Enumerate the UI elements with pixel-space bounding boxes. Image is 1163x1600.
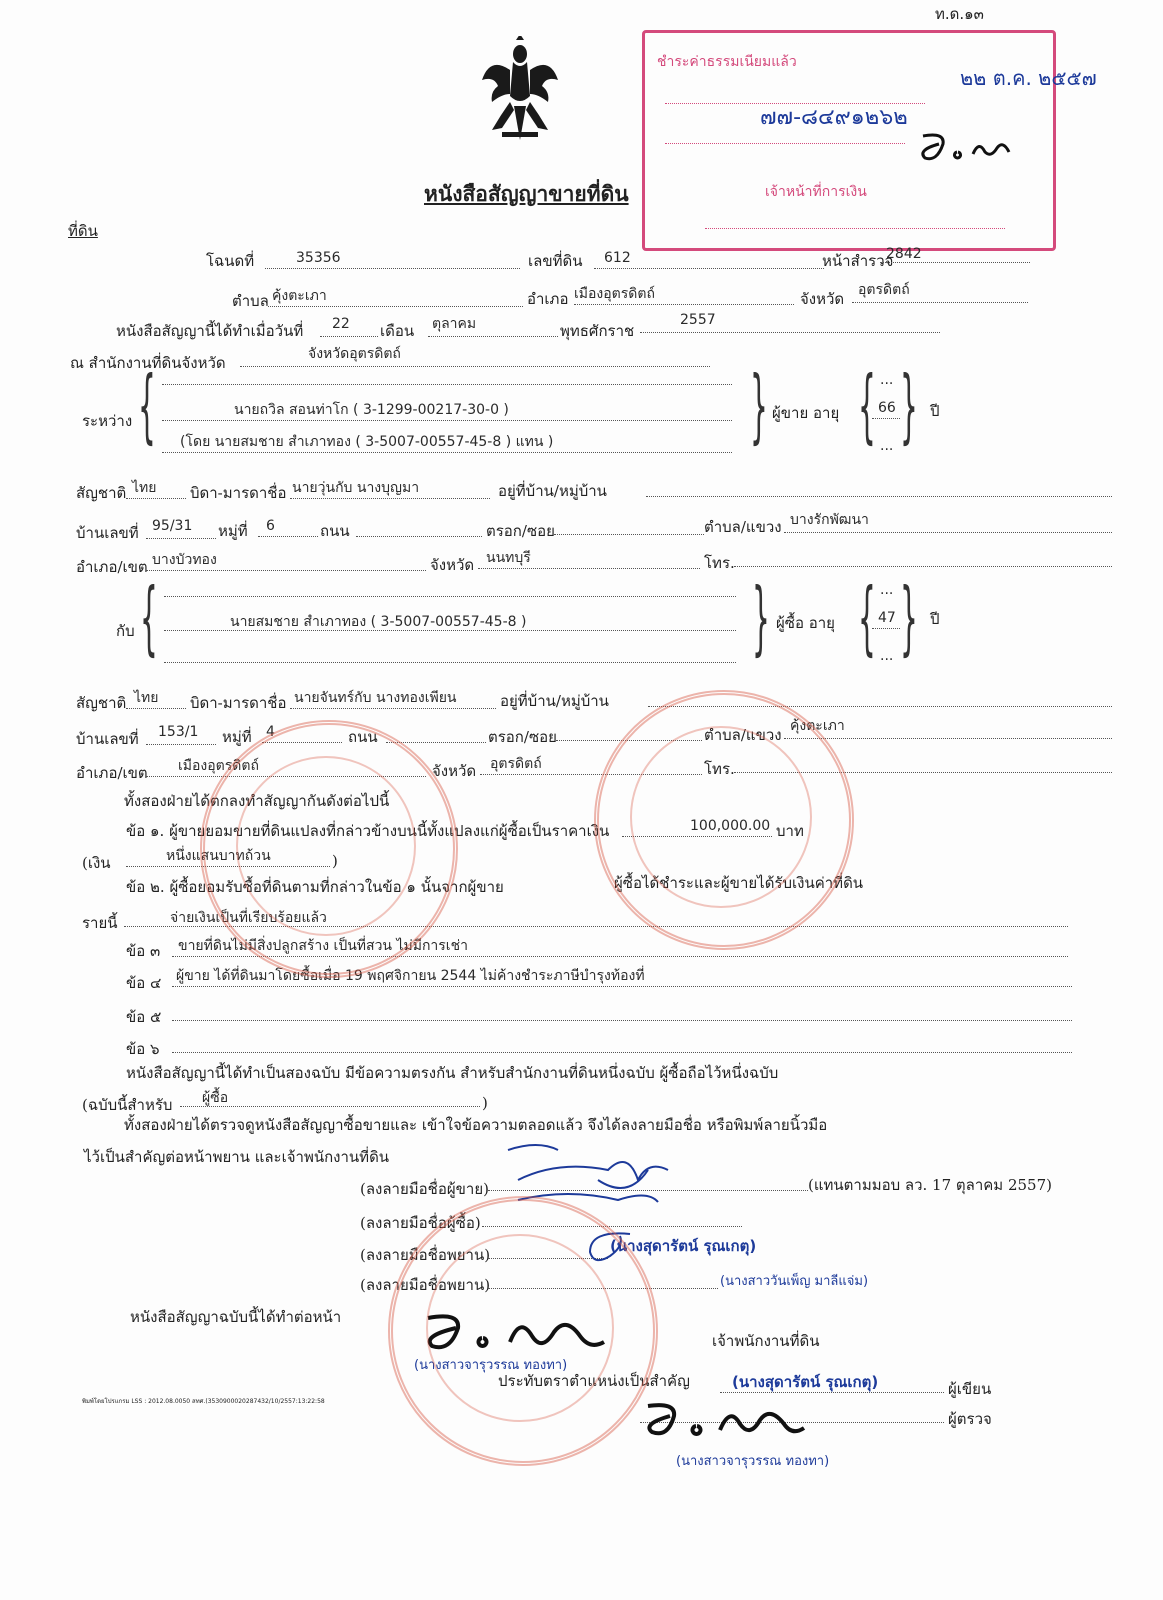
label-be: พุทธศักราช <box>560 322 635 340</box>
witness-1-name: (นางสุดารัตน์ รุณเกตุ) <box>610 1237 757 1255</box>
seller-age-top: ... <box>880 372 894 388</box>
label-month: เดือน <box>380 322 415 340</box>
label-baht: บาท <box>776 822 804 840</box>
label-tambon-kwaeng: ตำบล/แขวง <box>704 518 782 536</box>
tambon: คุ้งตะเภา <box>272 288 327 304</box>
label-chanote: โฉนดที่ <box>206 252 255 270</box>
label-year-2: ปี <box>930 610 940 628</box>
clause-2a: ข้อ ๒. ผู้ซื้อยอมรับซื้อที่ดินตามที่กล่าวในข้อ ๑ นั้นจากผู้ขาย <box>126 878 504 896</box>
office: จังหวัดอุตรดิตถ์ <box>308 346 401 362</box>
dots <box>126 498 186 499</box>
dots <box>872 418 900 419</box>
province: อุตรดิตถ์ <box>858 282 910 298</box>
buyer-age: 47 <box>878 610 896 626</box>
dots <box>172 1020 1072 1021</box>
label-amphoe-khet-2: อำเภอ/เขต <box>76 764 148 782</box>
label-clause-6: ข้อ ๖ <box>126 1040 160 1058</box>
before-officer: หนังสือสัญญาฉบับนี้ได้ทำต่อหน้า <box>130 1308 342 1326</box>
label-buyer-age: ผู้ซื้อ อายุ <box>776 614 835 632</box>
buyer-age-bottom: ... <box>880 648 894 664</box>
dots <box>574 304 794 305</box>
label-sig-witness-2: (ลงลายมือชื่อพยาน) <box>360 1276 491 1294</box>
review-text: ทั้งสองฝ่ายได้ตรวจดูหนังสือสัญญาซื้อขายและ เข้าใจข้อความตลอดแล้ว จึงได้ลงลายมือชื่อ หรือพิมพ์ลายนิ้วมือ <box>124 1116 828 1134</box>
dots <box>290 498 490 499</box>
label-made-on: หนังสือสัญญานี้ได้ทำเมื่อวันที่ <box>116 322 304 340</box>
dots <box>162 420 732 421</box>
dots <box>164 596 736 597</box>
seller-amphoe: บางบัวทอง <box>152 552 217 568</box>
label-between: ระหว่าง <box>82 412 133 430</box>
seller-age: 66 <box>878 400 896 416</box>
section-land: ที่ดิน <box>68 222 98 240</box>
dots <box>172 986 1072 987</box>
dots <box>126 708 186 709</box>
witness-2-name: (นางสาววันเพ็ญ มาลีแจ่ม) <box>720 1274 869 1289</box>
month: ตุลาคม <box>432 316 477 332</box>
year: 2557 <box>680 312 716 328</box>
stamp-dots-1 <box>665 103 925 104</box>
buyer-parents: นายจันทร์กับ นางทองเพียน <box>294 690 457 706</box>
label-with: กับ <box>116 622 135 640</box>
buyer-moo: 4 <box>266 724 275 740</box>
dots <box>356 536 482 537</box>
stamp-dots-3 <box>705 228 1005 229</box>
seller-moo: 6 <box>266 518 275 534</box>
label-road: ถนน <box>320 522 350 540</box>
buyer-name: นายสมชาย สำเภาทอง ( 3-5007-00557-45-8 ) <box>230 614 527 630</box>
garuda-emblem-icon <box>480 36 560 144</box>
dots <box>784 738 1112 739</box>
clause-2b: ผู้ซื้อได้ชำระและผู้ขายได้รับเงินค่าที่ดิน <box>614 874 864 892</box>
price-words: หนึ่งแสนบาทถ้วน <box>166 848 271 864</box>
label-tambon: ตำบล <box>232 292 269 310</box>
official-seal-bottom-inner <box>426 1234 614 1422</box>
checker-signature-icon <box>640 1396 810 1446</box>
dots <box>734 566 1112 567</box>
stamp-dots-2 <box>665 143 905 144</box>
label-province-3: จังหวัด <box>432 762 477 780</box>
label-amphoe: อำเภอ <box>527 290 569 308</box>
sig-seller-note: (แทนตามมอบ ลว. 17 ตุลาคม 2557) <box>808 1176 1052 1194</box>
document-title: หนังสือสัญญาขายที่ดิน <box>424 181 629 206</box>
close-paren-1: ) <box>332 852 338 870</box>
seller-representative: (โดย นายสมชาย สำเภาทอง ( 3-5007-00557-45-8 ) แทน ) <box>180 434 554 450</box>
dots <box>852 302 1028 303</box>
left-brace: { <box>138 359 156 452</box>
price: 100,000.00 <box>690 818 771 834</box>
buyer-province: อุตรดิตถ์ <box>490 756 542 772</box>
seller-tambon: บางรักพัฒนา <box>790 512 869 528</box>
dots <box>162 452 732 453</box>
dots <box>640 332 940 333</box>
dots <box>646 496 1112 497</box>
dots <box>320 336 378 337</box>
label-clause-5: ข้อ ๕ <box>126 1008 162 1026</box>
buyer-nationality: ไทย <box>134 690 159 706</box>
left-brace-2: { <box>140 571 158 664</box>
label-seller-age: ผู้ขาย อายุ <box>772 404 840 422</box>
dots <box>265 268 520 269</box>
review-text-2: ไว้เป็นสำคัญต่อหน้าพยาน และเจ้าพนักงานที่ดิน <box>84 1148 390 1166</box>
dots <box>162 384 732 385</box>
dots <box>428 336 558 337</box>
label-road-2: ถนน <box>348 728 378 746</box>
clause-1: ข้อ ๑. ผู้ขายยอมขายที่ดินแปลงที่กล่าวข้างบนนี้ทั้งแปลงแก่ผู้ซื้อเป็นราคาเงิน <box>126 822 610 840</box>
clause-3: ขายที่ดินไม่มีสิ่งปลูกสร้าง เป็นที่สวน ไม่มีการเช่า <box>178 938 468 954</box>
label-tel-2: โทร. <box>704 760 735 778</box>
seller-parents: นายวุ่นกับ นางบุญมา <box>292 480 420 496</box>
official-seal-left-inner <box>236 756 416 936</box>
officer-name: (นางสาวจารุวรรณ ทองทา) <box>414 1358 568 1373</box>
age-left-brace-2: { <box>858 571 876 664</box>
stamp-line1: ชำระค่าธรรมเนียมแล้ว <box>657 54 797 70</box>
dots <box>290 708 496 709</box>
buyer-amphoe: เมืองอุตรดิตถ์ <box>178 758 259 774</box>
label-year: ปี <box>930 402 940 420</box>
dots <box>872 628 900 629</box>
clause-2-detail: จ่ายเงินเป็นที่เรียบร้อยแล้ว <box>170 910 327 926</box>
amphoe: เมืองอุตรดิตถ์ <box>574 286 655 302</box>
label-land-no: เลขที่ดิน <box>528 252 583 270</box>
print-footer: พิมพ์โดยโปรแกรม LSS : 2012.08.0050 สทศ.(3530900020287432/10/2557:13:22:58 <box>82 1398 325 1405</box>
label-parents: บิดา-มารดาชื่อ <box>190 484 287 502</box>
label-writer: ผู้เขียน <box>948 1380 992 1398</box>
label-clause-3: ข้อ ๓ <box>126 942 161 960</box>
dots <box>720 1392 944 1393</box>
label-nationality-2: สัญชาติ <box>76 694 127 712</box>
label-province-2: จังหวัด <box>430 556 475 574</box>
dots <box>146 538 216 539</box>
label-sig-buyer: (ลงลายมือชื่อผู้ซื้อ) <box>360 1214 481 1232</box>
label-parents-2: บิดา-มารดาชื่อ <box>190 694 287 712</box>
land-no: 612 <box>604 250 631 266</box>
label-money-words: (เงิน <box>82 854 111 872</box>
official-seal-right-inner <box>630 726 812 908</box>
label-tel: โทร. <box>704 554 735 572</box>
seller-nationality: ไทย <box>132 480 157 496</box>
seller-house-no: 95/31 <box>152 518 193 534</box>
seller-age-bottom: ... <box>880 438 894 454</box>
officer-title: เจ้าพนักงานที่ดิน <box>712 1332 820 1350</box>
age-left-brace: { <box>858 359 876 452</box>
label-tambon-kwaeng-2: ตำบล/แขวง <box>704 726 782 744</box>
checker-name: (นางสาวจารุวรรณ ทองทา) <box>676 1454 830 1469</box>
dots <box>146 570 426 571</box>
seal-text: ประทับตราตำแหน่งเป็นสำคัญ <box>498 1372 690 1390</box>
dots <box>180 1106 480 1107</box>
copy-for: ผู้ซื้อ <box>202 1090 229 1106</box>
label-copy-for: (ฉบับนี้สำหรับ <box>82 1096 173 1114</box>
right-brace-2: } <box>752 571 770 664</box>
label-detail: รายนี้ <box>82 914 118 932</box>
dots <box>164 662 736 663</box>
label-survey-page: หน้าสำรวจ <box>822 252 894 270</box>
label-address: อยู่ที่บ้าน/หมู่บ้าน <box>498 482 607 500</box>
dots <box>240 366 710 367</box>
seller-name: นายถวิล สอนท่าโก ( 3-1299-00217-30-0 ) <box>234 402 509 418</box>
label-clause-4: ข้อ ๔ <box>126 974 162 992</box>
writer-name: (นางสุดารัตน์ รุณเกตุ) <box>732 1373 879 1391</box>
label-nationality: สัญชาติ <box>76 484 127 502</box>
copies-text: หนังสือสัญญานี้ได้ทำเป็นสองฉบับ มีข้อความตรงกัน สำหรับสำนักงานที่ดินหนึ่งฉบับ ผู้ซื้อถือไว้หนึ่งฉบับ <box>126 1064 779 1082</box>
label-address-2: อยู่ที่บ้าน/หมู่บ้าน <box>500 692 609 710</box>
dots <box>258 536 318 537</box>
right-brace: } <box>750 359 768 452</box>
label-amphoe-khet: อำเภอ/เขต <box>76 558 148 576</box>
day: 22 <box>332 316 350 332</box>
close-paren-2: ) <box>482 1094 488 1112</box>
stamp-date: ๒๒ ต.ค. ๒๕๕๗ <box>960 66 1097 90</box>
dots <box>146 744 216 745</box>
label-soi: ตรอก/ซอย <box>486 522 555 540</box>
label-checker: ผู้ตรวจ <box>948 1410 992 1428</box>
label-soi-2: ตรอก/ซอย <box>488 728 557 746</box>
age-right-brace-2: } <box>900 571 918 664</box>
dots <box>172 1052 1072 1053</box>
dots <box>478 568 700 569</box>
label-house-no-2: บ้านเลขที่ <box>76 730 139 748</box>
seller-province: นนทบุรี <box>486 550 531 566</box>
label-house-no: บ้านเลขที่ <box>76 524 139 542</box>
clause-4: ผู้ขาย ได้ที่ดินมาโดยซื้อเมื่อ 19 พฤศจิกายน 2544 ไม่ค้างชำระภาษีบำรุงท้องที่ <box>176 968 645 984</box>
label-sig-seller: (ลงลายมือชื่อผู้ขาย) <box>360 1180 489 1198</box>
agreement-intro: ทั้งสองฝ่ายได้ตกลงทำสัญญากันดังต่อไปนี้ <box>124 792 390 810</box>
dots <box>594 268 824 269</box>
survey-page: 2842 <box>886 246 922 262</box>
stamp-receipt-no: ๗๗-๘๔๙๑๒๖๒ <box>760 105 908 130</box>
buyer-age-top: ... <box>880 582 894 598</box>
label-moo-2: หมู่ที่ <box>222 728 252 746</box>
buyer-house-no: 153/1 <box>158 724 199 740</box>
label-office: ณ สำนักงานที่ดินจังหวัด <box>70 354 226 372</box>
dots <box>164 630 736 631</box>
buyer-tambon: คุ้งตะเภา <box>790 718 845 734</box>
dots <box>880 262 1030 263</box>
age-right-brace: } <box>900 359 918 452</box>
dots <box>784 532 1112 533</box>
label-sig-witness-1: (ลงลายมือชื่อพยาน) <box>360 1246 491 1264</box>
dots <box>554 534 704 535</box>
chanote-no: 35356 <box>296 250 341 266</box>
label-moo: หมู่ที่ <box>218 522 248 540</box>
stamp-form-code: ท.ด.๑๓ <box>935 5 984 23</box>
stamp-signature-icon <box>915 128 1025 168</box>
dots <box>268 306 523 307</box>
label-province: จังหวัด <box>800 290 845 308</box>
stamp-footer: เจ้าหน้าที่การเงิน <box>765 184 867 200</box>
